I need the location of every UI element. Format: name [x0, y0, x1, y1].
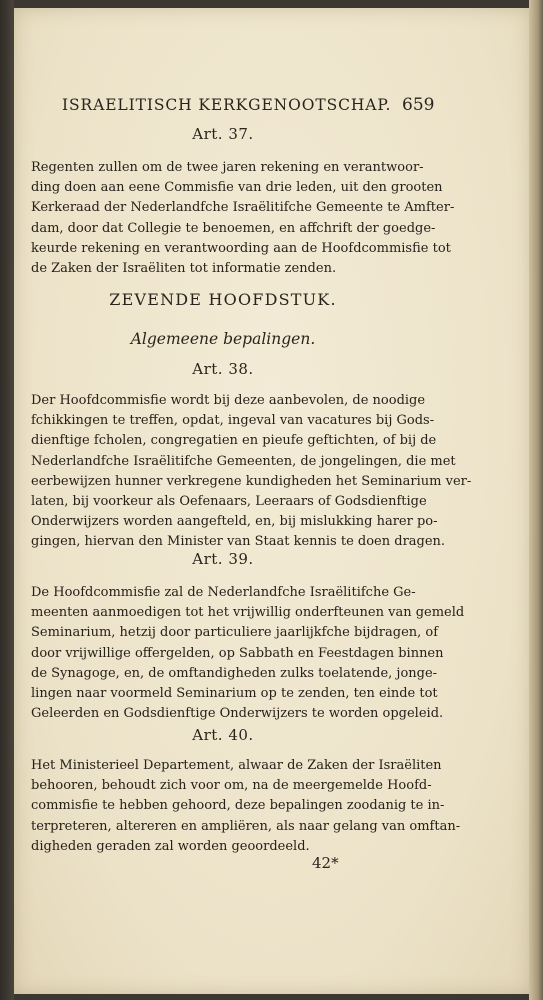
article-38-body — [31, 391, 472, 553]
text-line: digheden geraden zal worden geoordeeld. — [31, 838, 310, 854]
article-40-body — [31, 756, 461, 857]
text-line: Onderwijzers worden aangefteld, en, bij mislukking harer po- — [31, 514, 438, 530]
text-line: De Hoofdcommisfie zal de Nederlandfche Israëlitifche Ge- — [31, 585, 416, 600]
book-page — [14, 8, 530, 994]
text-line: gingen, hiervan den Minister van Staat kennis te doen dragen. — [31, 534, 446, 550]
article-38-heading: Art. 38. — [192, 360, 254, 378]
text-line: keurde rekening en verantwoording aan de Hoofdcommisfie tot — [31, 240, 451, 256]
text-line: Het Ministerieel Departement, alwaar de Zaken der Israëliten — [31, 758, 442, 773]
text-line: Regenten zullen om de twee jaren rekening en verantwoor- — [31, 160, 424, 175]
text-line: commisfie te hebben gehoord, deze bepalingen zoodanig te in- — [31, 798, 445, 814]
article-39-body — [31, 583, 465, 724]
chapter-subtitle: Algemeene bepalingen. — [130, 330, 316, 348]
text-line: Geleerden en Godsdienftige Onderwijzers te worden opgeleid. — [31, 706, 444, 722]
text-line: meenten aanmoedigen tot het vrijwillig onderfteunen van gemeld — [31, 605, 465, 621]
article-40-heading: Art. 40. — [192, 726, 254, 744]
text-line: door vrijwillige offergelden, op Sabbath en Feestdagen binnen — [31, 645, 444, 661]
text-line: terpreteren, altereren en ampliëren, als naar gelang van omftan- — [31, 818, 461, 834]
text-line: ding doen aan eene Commisfie van drie leden, uit den grooten — [31, 180, 443, 196]
article-39-heading: Art. 39. — [192, 550, 254, 568]
article-37-heading: Art. 37. — [192, 125, 254, 143]
text-line: Nederlandfche Israëlitifche Gemeenten, de jongelingen, die met — [31, 453, 456, 469]
text-line: dam, door dat Collegie te benoemen, en affchrift der goedge- — [31, 220, 436, 236]
scan-background-left — [0, 0, 14, 1000]
chapter-title: ZEVENDE HOOFDSTUK. — [109, 290, 337, 309]
article-37-body — [31, 158, 455, 279]
text-line: fchikkingen te treffen, opdat, ingeval van vacatures bij Gods- — [31, 413, 435, 429]
page-number: 659 — [402, 95, 435, 115]
text-line: Seminarium, hetzij door particuliere jaarlijkfche bijdragen, of — [31, 625, 439, 641]
text-line: Der Hoofdcommisfie wordt bij deze aanbevolen, de noodige — [31, 393, 426, 408]
text-line: laten, bij voorkeur als Oefenaars, Leeraars of Godsdienftige — [31, 494, 427, 510]
text-line: eerbewijzen hunner verkregene kundigheden het Seminarium ver- — [31, 473, 472, 489]
text-line: de Zaken der Israëliten tot informatie zenden. — [31, 261, 337, 277]
text-line: Kerkeraad der Nederlandfche Israëlitifche Gemeente te Amfter- — [31, 200, 455, 216]
text-line: behooren, behoudt zich voor om, na de meergemelde Hoofd- — [31, 778, 432, 794]
page-edge-right — [529, 0, 543, 1000]
signature-mark: 42* — [312, 854, 339, 872]
text-line: de Synagoge, en, de omftandigheden zulks toelatende, jonge- — [31, 665, 438, 681]
running-head: ISRAELITISCH KERKGENOOTSCHAP. — [62, 96, 392, 114]
text-line: lingen naar voormeld Seminarium op te zenden, ten einde tot — [31, 686, 438, 702]
text-line: dienftige fcholen, congregatien en pieufe geftichten, of bij de — [31, 433, 437, 449]
